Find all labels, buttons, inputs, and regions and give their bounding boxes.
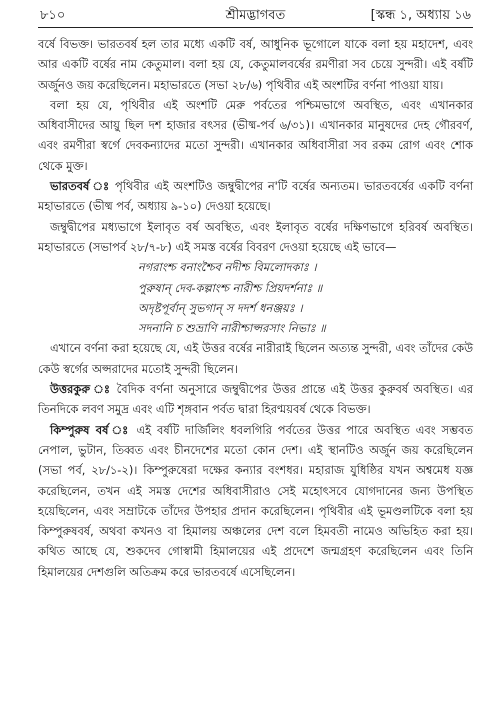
- paragraph: [38, 217, 473, 258]
- page-number: ৮১০: [40, 8, 66, 23]
- term-heading: ভারতবর্ষ ঃ: [50, 179, 111, 194]
- paragraph-text: বর্ষে বিভক্ত। ভারতবর্ষ হল তার মধ্যে একটি বর্ষ, আধুনিক ভূগোলে যাকে বলা হয় মহাদেশ, এবং আর একটি বর্ষের নাম কেতুমাল। বলা হয় যে, কেতুমালবর্ষের রমণীরা সব চেয়ে সুন্দরী। এই বর্ষটি অর্জুনও জয় করেছিলেন। মহাভারতে (সভা ২৮/৬) পৃথিবীর এই অংশটির বর্ণনা পাওয়া যায়।: [38, 37, 473, 92]
- paragraph-text: পৃথিবীর এই অংশটিও জম্বুদ্বীপের ন'টি বর্ষের অন্যতম। ভারতবর্ষের একটি বর্ণনা মহাভারতে (ভীষ্ম পর্ব, অধ্যায় ৯-১০) দেওয়া হয়েছে।: [38, 179, 473, 214]
- paragraph: [38, 379, 473, 420]
- paragraph: [38, 338, 473, 379]
- verse-line: অদৃষ্টপূর্বান্ সুভগান্ স দদর্শ ধনঞ্জয়ঃ ।: [138, 300, 303, 315]
- book-title: শ্রীমদ্ভাগবত: [225, 8, 286, 23]
- paragraph-text: জম্বুদ্বীপের মধ্যভাগে ইলাবৃত বর্ষ অবস্থিত, এবং ইলাবৃত বর্ষের দক্ষিণভাগে হরিবর্ষ অবস্থিত। মহাভারতে (সভাপর্ব ২৮/৭-৮) এই সমস্ত বর্ষের বিবরণ দেওয়া হয়েছে এই ভাবে—: [38, 219, 473, 254]
- paragraph: [38, 420, 473, 582]
- paragraph-text: এখানে বর্ণনা করা হয়েছে যে, এই উত্তর বর্ষের নারীরাই ছিলেন অত্যন্ত সুন্দরী, এবং তাঁদের কেউ কেউ স্বর্গের অপ্সরাদের মতোই সুন্দরী ছিলেন।: [38, 341, 473, 376]
- header-rule: [38, 27, 473, 28]
- term-heading: কিম্পুরুষ বর্ষ ঃ: [50, 422, 131, 437]
- paragraph: [38, 34, 473, 95]
- verse-line: নগরাংশ্চ বনাংশ্চৈব নদীশ্চ বিমলোদকাঃ ।: [138, 260, 317, 275]
- page-header: [40, 6, 471, 28]
- verse-line: পুরুষান্ দেব-কল্পাংশ্চ নারীশ্চ প্রিয়দর্শনাঃ ॥: [138, 280, 323, 295]
- verse-line: সদনানি চ শুভ্রাণি নারীশ্চাপ্সরসাং নিভাঃ ॥: [138, 321, 326, 336]
- paragraph: [38, 176, 473, 217]
- page-body: [38, 34, 473, 582]
- paragraph: [38, 95, 473, 176]
- paragraph-text: বলা হয় যে, পৃথিবীর এই অংশটি মেরু পর্বতের পশ্চিমভাগে অবস্থিত, এবং এখানকার অধিবাসীদের আয়ু ছিল দশ হাজার বৎসর (ভীষ্ম-পর্ব ৬/৩১)। এখানকার মানুষদের দেহ গৌরবর্ণ, এবং রমণীরা স্বর্গে দেবকন্যাদের মতো সুন্দরী। এখানকার অধিবাসীরা সব রকম রোগ এবং শোক থেকে মুক্ত।: [38, 97, 473, 173]
- paragraph-text: বৈদিক বর্ণনা অনুসারে জম্বুদ্বীপের উত্তর প্রান্তে এই উত্তর কুরুবর্ষ অবস্থিত। এর তিনদিকে লবণ সমুদ্র এবং এটি শৃঙ্গবান পর্বত দ্বারা হিরণ্ময়বর্ষ থেকে বিভক্ত।: [38, 382, 473, 417]
- paragraph-text: এই বর্ষটি দার্জিলিং ধবলগিরি পর্বতের উত্তর পারে অবস্থিত এবং সম্ভবত নেপাল, ভুটান, তিব্বত এবং চীনদেশের মতো কোন দেশ। এই স্থানটিও অর্জুন জয় করেছিলেন (সভা পর্ব, ২৮/১-২)। কিম্পুরুষেরা দক্ষের কন্যার বংশধর। মহারাজ যুধিষ্ঠির যখন অশ্বমেধ যজ্ঞ করেছিলেন, তখন এই সমস্ত দেশের অধিবাসীরাও সেই মহোৎসবে যোগদানের জন্য উপস্থিত হয়েছিলেন, এবং সম্রাটকে তাঁদের উপহার প্রদান করেছিলেন। পৃথিবীর এই ভূমণ্ডলটিকে বলা হয় কিম্পুরুষবর্ষ, অথবা কখনও বা হিমালয় অঞ্চলের দেশ বলে হিমবতী নামেও অভিহিত করা হয়। কথিত আছে যে, শুকদেব গোস্বামী হিমালয়ের এই প্রদেশে জন্মগ্রহণ করেছিলেন এবং তিনি হিমালয়ের দেশগুলি অতিক্রম করে ভারতবর্ষে এসেছিলেন।: [38, 422, 473, 579]
- chapter-reference: [স্কন্ধ ১, অধ্যায় ১৬: [370, 8, 471, 23]
- term-heading: উত্তরকুরু ঃ: [50, 382, 112, 397]
